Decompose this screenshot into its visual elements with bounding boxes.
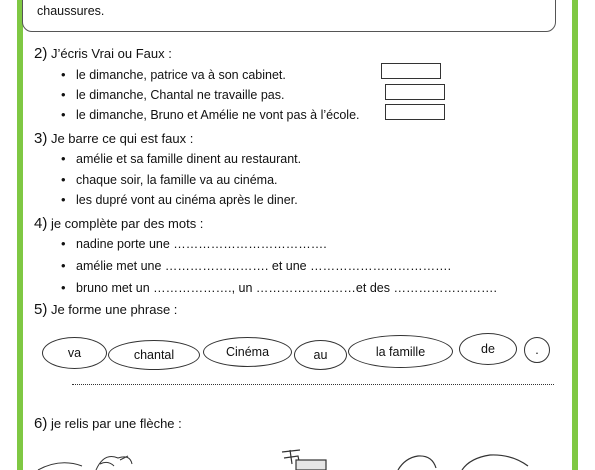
q3-statement-2[interactable]: • chaque soir, la famille va au cinéma. <box>76 173 278 187</box>
word-bubble-cinema[interactable] <box>203 337 292 367</box>
q3-statement-3[interactable]: • les dupré vont au cinéma après le diner. <box>76 193 298 207</box>
question-3-title: Je barre ce qui est faux : <box>47 131 194 146</box>
question-3-number: 3) <box>34 130 48 147</box>
question-4-number: 4) <box>34 215 48 232</box>
question-3-heading <box>34 130 193 147</box>
q3-statement-1[interactable]: • amélie et sa famille dinent au restaurant. <box>76 152 301 166</box>
q2-statement-3: • le dimanche, Bruno et Amélie ne vont pas à l’école. <box>76 108 360 122</box>
question-4-heading <box>34 215 203 232</box>
question-6-title: je relis par une flèche : <box>47 416 182 431</box>
question-6-heading <box>34 415 182 432</box>
question-2-number: 2) <box>34 45 48 62</box>
word-va: va <box>67 346 82 360</box>
sentence-answer-line[interactable] <box>72 384 554 385</box>
q2-answer-box-3[interactable] <box>385 104 445 120</box>
q4-sentence-1[interactable]: • nadine porte une ………………………………. <box>76 237 327 251</box>
car-icon <box>398 456 436 470</box>
previous-answer-text: chaussures. <box>37 4 105 18</box>
matching-illustrations <box>0 440 595 470</box>
question-5-number: 5) <box>34 301 48 318</box>
q4-sentence-3[interactable]: • bruno met un ………………., un ……………………et des ……………………. <box>76 281 497 295</box>
word-de: de <box>481 342 495 356</box>
question-4-title: je complète par des mots : <box>47 216 204 231</box>
word-period: . <box>535 343 539 357</box>
q2-statement-1: • le dimanche, patrice va à son cabinet. <box>76 68 286 82</box>
word-bubble-va[interactable] <box>42 337 107 369</box>
question-2-title: J’écris Vrai ou Faux : <box>47 46 172 61</box>
previous-answer-box <box>22 0 556 32</box>
q2-statement-2: • le dimanche, Chantal ne travaille pas. <box>76 88 284 102</box>
question-5-heading <box>34 301 177 318</box>
word-au: au <box>313 348 328 362</box>
word-la-famille: la famille <box>375 344 426 359</box>
shoe-icon <box>462 455 528 470</box>
question-5-title: Je forme une phrase : <box>47 302 178 317</box>
question-2-heading <box>34 45 172 62</box>
question-6-number: 6) <box>34 415 48 432</box>
q2-answer-box-1[interactable] <box>381 63 441 79</box>
page-border-right <box>572 0 578 470</box>
word-cinema: Cinéma <box>225 345 270 359</box>
word-bubble-period[interactable] <box>524 337 550 363</box>
sketch-left-icon <box>38 456 132 470</box>
q2-answer-box-2[interactable] <box>385 84 445 100</box>
word-bubble-la-famille[interactable] <box>348 335 453 368</box>
word-bubble-de[interactable] <box>459 333 517 365</box>
page-border-left <box>17 0 23 470</box>
word-chantal: chantal <box>133 348 175 362</box>
cinema-projector-icon <box>282 450 326 470</box>
word-bubble-chantal[interactable] <box>108 340 200 370</box>
q4-sentence-2[interactable]: • amélie met une ……………………. et une ……………………………. <box>76 259 451 273</box>
word-bubble-au[interactable] <box>294 340 347 370</box>
